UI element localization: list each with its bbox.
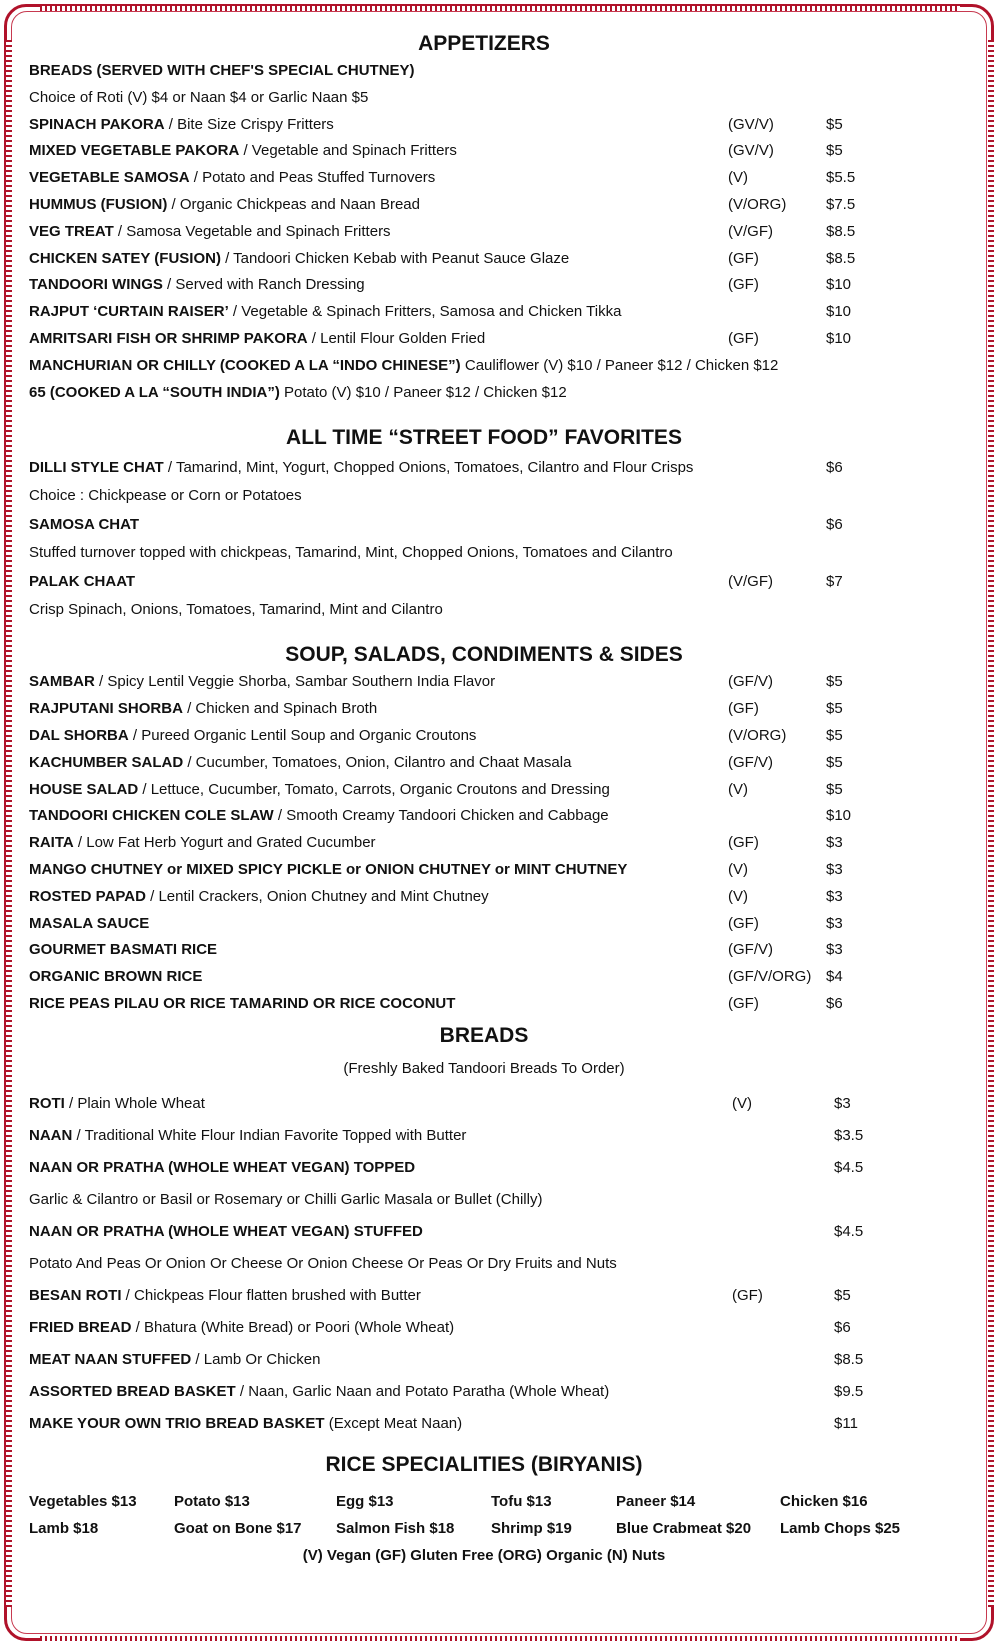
item-name: RAITA <box>29 834 74 852</box>
item-name: VEG TREAT <box>29 222 114 240</box>
item-name: NAAN OR PRATHA (WHOLE WHEAT VEGAN) TOPPED <box>29 1158 416 1176</box>
section-title-street-food: ALL TIME “STREET FOOD” FAVORITES <box>286 426 682 450</box>
item-tag: (GF/V/ORG) <box>728 968 812 986</box>
item-tag: (GV/V) <box>728 115 774 133</box>
item-price: $10 <box>826 276 852 294</box>
item-name: 65 (COOKED A LA “SOUTH INDIA”) <box>29 383 280 401</box>
item-name: MANGO CHUTNEY or MIXED SPICY PICKLE or ONION CHUTNEY or MINT CHUTNEY <box>29 860 628 878</box>
item-name: SAMBAR <box>29 673 95 691</box>
bottom-ornament <box>40 1636 960 1641</box>
menu-item <box>29 1312 969 1344</box>
menu-item <box>29 911 969 938</box>
menu-line <box>29 483 969 509</box>
menu-item <box>29 803 969 830</box>
item-name: RAJPUTANI SHORBA <box>29 700 183 718</box>
item-price: $3 <box>826 941 843 959</box>
item-price: $5 <box>826 700 843 718</box>
item-name: PALAK CHAAT <box>29 573 136 591</box>
item-price: $9.5 <box>834 1382 864 1400</box>
item-price: $3 <box>826 914 843 932</box>
item-name: MIXED VEGETABLE PAKORA <box>29 142 240 160</box>
item-name: RAJPUT ‘CURTAIN RAISER’ <box>29 303 229 321</box>
item-price: $5 <box>826 780 843 798</box>
menu-line <box>29 1184 969 1216</box>
item-tag: (GV/V) <box>728 142 774 160</box>
item-tag: (GF) <box>728 329 759 347</box>
item-price: $5 <box>826 115 843 133</box>
item-tag: (GF/V) <box>728 941 773 959</box>
item-tag: (GF) <box>728 249 759 267</box>
item-price: $10 <box>826 329 852 347</box>
item-tag: (V) <box>732 1094 752 1112</box>
item-name: MAKE YOUR OWN TRIO BREAD BASKET <box>29 1414 325 1432</box>
section-title-soup: SOUP, SALADS, CONDIMENTS & SIDES <box>285 643 683 667</box>
item-price: $8.5 <box>826 249 856 267</box>
item-tag: (V/GF) <box>728 222 773 240</box>
item-tag: (GF) <box>728 914 759 932</box>
item-desc: / Low Fat Herb Yogurt and Grated Cucumber <box>73 834 376 852</box>
item-price: $5 <box>826 142 843 160</box>
menu-line <box>29 540 969 566</box>
item-name: BESAN ROTI <box>29 1286 122 1304</box>
menu-item <box>29 884 969 911</box>
appetizer-list <box>29 112 969 353</box>
menu-item <box>29 964 969 991</box>
item-note: Stuffed turnover topped with chickpeas, Tamarind, Mint, Chopped Onions, Tomatoes and Cilantro <box>29 544 673 562</box>
item-tag: (GF/V) <box>728 753 773 771</box>
item-tag: (V) <box>728 780 748 798</box>
item-name: FRIED BREAD <box>29 1318 132 1336</box>
item-name: CHICKEN SATEY (FUSION) <box>29 249 221 267</box>
item-price: $3 <box>834 1094 851 1112</box>
menu-item <box>29 991 969 1018</box>
item-name: ROSTED PAPAD <box>29 887 146 905</box>
item-price: $8.5 <box>834 1350 864 1368</box>
menu-item <box>29 1376 969 1408</box>
item-tag: (GF) <box>728 276 759 294</box>
biryani-option: Potato $13 <box>174 1492 250 1510</box>
item-name: MEAT NAAN STUFFED <box>29 1350 192 1368</box>
item-price: $10 <box>826 303 852 321</box>
menu-item <box>29 1120 969 1152</box>
item-desc: / Pureed Organic Lentil Soup and Organic Croutons <box>128 726 477 744</box>
item-price: $5 <box>826 726 843 744</box>
item-tag: (GF) <box>728 994 759 1012</box>
item-desc: Potato (V) $10 / Paneer $12 / Chicken $12 <box>279 383 567 401</box>
biryani-option: Egg $13 <box>336 1492 394 1510</box>
item-price: $5 <box>826 753 843 771</box>
menu-item <box>29 723 969 750</box>
item-tag: (V) <box>728 860 748 878</box>
soup-list <box>29 669 969 1017</box>
item-price: $3 <box>826 834 843 852</box>
item-tag: (V/ORG) <box>728 195 787 213</box>
menu-item <box>29 192 969 219</box>
item-name: MASALA SAUCE <box>29 914 150 932</box>
item-desc: / Lamb Or Chicken <box>191 1350 321 1368</box>
item-note: Potato And Peas Or Onion Or Cheese Or Onion Cheese Or Peas Or Dry Fruits and Nuts <box>29 1254 617 1272</box>
item-name: AMRITSARI FISH OR SHRIMP PAKORA <box>29 329 308 347</box>
menu-item <box>29 696 969 723</box>
menu-item <box>29 165 969 192</box>
left-ornament <box>6 40 12 1607</box>
menu-item <box>29 857 969 884</box>
menu-item <box>29 272 969 299</box>
item-name: KACHUMBER SALAD <box>29 753 184 771</box>
item-price: $7 <box>826 573 843 591</box>
item-desc: / Bhatura (White Bread) or Poori (Whole Wheat) <box>131 1318 455 1336</box>
menu-item <box>29 380 969 407</box>
menu-item <box>29 750 969 777</box>
menu-item <box>29 299 969 326</box>
item-price: $10 <box>826 807 852 825</box>
menu-item <box>29 112 969 139</box>
item-name: TANDOORI CHICKEN COLE SLAW <box>29 807 274 825</box>
item-desc: / Chicken and Spinach Broth <box>182 700 378 718</box>
menu-line <box>29 1248 969 1280</box>
biryani-option: Vegetables $13 <box>29 1492 137 1510</box>
item-price: $5 <box>826 673 843 691</box>
item-price: $7.5 <box>826 195 856 213</box>
top-ornament <box>40 6 960 11</box>
item-desc: Cauliflower (V) $10 / Paneer $12 / Chicken $12 <box>460 356 779 374</box>
item-name: RICE PEAS PILAU OR RICE TAMARIND OR RICE COCONUT <box>29 994 456 1012</box>
dietary-legend: (V) Vegan (GF) Gluten Free (ORG) Organic (N) Nuts <box>302 1546 666 1564</box>
item-name: TANDOORI WINGS <box>29 276 163 294</box>
item-name: NAAN OR PRATHA (WHOLE WHEAT VEGAN) STUFFED <box>29 1222 423 1240</box>
menu-item <box>29 669 969 696</box>
item-desc: / Lettuce, Cucumber, Tomato, Carrots, Organic Croutons and Dressing <box>138 780 610 798</box>
item-price: $4.5 <box>834 1158 864 1176</box>
item-desc: / Vegetable and Spinach Fritters <box>239 142 457 160</box>
item-tag: (GF) <box>732 1286 763 1304</box>
item-name: DAL SHORBA <box>29 726 129 744</box>
item-note: Garlic & Cilantro or Basil or Rosemary or Chilli Garlic Masala or Bullet (Chilly) <box>29 1190 543 1208</box>
item-tag: (V) <box>728 887 748 905</box>
item-price: $8.5 <box>826 222 856 240</box>
item-name: SPINACH PAKORA <box>29 115 165 133</box>
biryani-option: Blue Crabmeat $20 <box>616 1519 752 1537</box>
item-tag: (GF) <box>728 834 759 852</box>
item-desc: / Smooth Creamy Tandoori Chicken and Cabbage <box>273 807 609 825</box>
menu-item <box>29 937 969 964</box>
item-tag: (GF) <box>728 700 759 718</box>
menu-item <box>29 353 969 380</box>
item-note: Choice : Chickpease or Corn or Potatoes <box>29 487 302 505</box>
menu-item <box>29 777 969 804</box>
item-tag: (V) <box>728 169 748 187</box>
item-desc: / Organic Chickpeas and Naan Bread <box>167 195 420 213</box>
item-price: $6 <box>826 994 843 1012</box>
item-price: $6 <box>834 1318 851 1336</box>
menu-page <box>29 30 969 1570</box>
menu-item <box>29 566 969 597</box>
menu-item <box>29 452 969 483</box>
item-price: $3.5 <box>834 1126 864 1144</box>
menu-item <box>29 1344 969 1376</box>
item-desc: / Plain Whole Wheat <box>64 1094 205 1112</box>
item-name: GOURMET BASMATI RICE <box>29 941 218 959</box>
item-desc: / Tandoori Chicken Kebab with Peanut Sauce Glaze <box>220 249 570 267</box>
biryani-option: Chicken $16 <box>780 1492 868 1510</box>
section-title-breads: BREADS <box>439 1023 529 1047</box>
item-price: $4 <box>826 968 843 986</box>
menu-item <box>29 1216 969 1248</box>
section-title-rice: RICE SPECIALITIES (BIRYANIS) <box>325 1452 643 1476</box>
item-name: HOUSE SALAD <box>29 780 139 798</box>
menu-item <box>29 246 969 273</box>
biryani-option: Lamb $18 <box>29 1519 99 1537</box>
menu-item <box>29 1280 969 1312</box>
item-name: SAMOSA CHAT <box>29 516 139 534</box>
item-desc: / Lentil Crackers, Onion Chutney and Mint Chutney <box>145 887 489 905</box>
item-name: ORGANIC BROWN RICE <box>29 968 203 986</box>
item-tag: (V/GF) <box>728 573 773 591</box>
item-price: $11 <box>834 1414 858 1432</box>
menu-item <box>29 1152 969 1184</box>
item-desc: / Potato and Peas Stuffed Turnovers <box>189 169 436 187</box>
menu-line <box>29 597 969 623</box>
menu-item <box>29 830 969 857</box>
biryani-option: Paneer $14 <box>616 1492 696 1510</box>
item-name: DILLI STYLE CHAT <box>29 459 164 477</box>
item-name: NAAN <box>29 1126 73 1144</box>
item-name: VEGETABLE SAMOSA <box>29 169 190 187</box>
item-desc: / Chickpeas Flour flatten brushed with Butter <box>121 1286 421 1304</box>
item-note: Crisp Spinach, Onions, Tomatoes, Tamarind, Mint and Cilantro <box>29 601 443 619</box>
menu-item <box>29 326 969 353</box>
biryani-option: Goat on Bone $17 <box>174 1519 302 1537</box>
item-desc: / Bite Size Crispy Fritters <box>164 115 334 133</box>
item-price: $3 <box>826 860 843 878</box>
section-title-appetizers: APPETIZERS <box>418 32 550 55</box>
biryani-option: Tofu $13 <box>491 1492 552 1510</box>
item-note: Choice of Roti (V) $4 or Naan $4 or Garlic Naan $5 <box>29 88 369 106</box>
item-price: $5.5 <box>826 169 856 187</box>
breads-subtitle: (Freshly Baked Tandoori Breads To Order) <box>343 1059 625 1077</box>
menu-item <box>29 509 969 540</box>
item-name: BREADS (SERVED WITH CHEF'S SPECIAL CHUTNEY) <box>29 62 415 79</box>
item-price: $6 <box>826 516 843 534</box>
menu-item <box>29 138 969 165</box>
right-ornament <box>988 40 994 1607</box>
item-desc: / Vegetable & Spinach Fritters, Samosa and Chicken Tikka <box>228 303 622 321</box>
item-desc: / Lentil Flour Golden Fried <box>307 329 486 347</box>
item-desc: / Samosa Vegetable and Spinach Fritters <box>113 222 391 240</box>
item-desc: (Except Meat Naan) <box>324 1414 463 1432</box>
item-name: ASSORTED BREAD BASKET <box>29 1382 236 1400</box>
item-price: $3 <box>826 887 843 905</box>
menu-line <box>29 85 969 112</box>
item-desc: / Spicy Lentil Veggie Shorba, Sambar Southern India Flavor <box>94 673 496 691</box>
item-desc: / Traditional White Flour Indian Favorite Topped with Butter <box>72 1126 467 1144</box>
biryani-grid <box>29 1488 969 1542</box>
item-tag: (V/ORG) <box>728 726 787 744</box>
menu-item <box>29 1408 969 1440</box>
item-desc: / Served with Ranch Dressing <box>162 276 365 294</box>
item-price: $4.5 <box>834 1222 864 1240</box>
item-desc: / Tamarind, Mint, Yogurt, Chopped Onions, Tomatoes, Cilantro and Flour Crisps <box>163 459 694 477</box>
item-tag: (GF/V) <box>728 673 773 691</box>
item-name: MANCHURIAN OR CHILLY (COOKED A LA “INDO CHINESE”) <box>29 356 461 374</box>
menu-line <box>29 58 969 85</box>
item-name: ROTI <box>29 1094 65 1112</box>
biryani-option: Salmon Fish $18 <box>336 1519 455 1537</box>
menu-item <box>29 1088 969 1120</box>
biryani-option: Lamb Chops $25 <box>780 1519 901 1537</box>
menu-item <box>29 219 969 246</box>
biryani-option: Shrimp $19 <box>491 1519 572 1537</box>
item-price: $5 <box>834 1286 851 1304</box>
item-desc: / Naan, Garlic Naan and Potato Paratha (Whole Wheat) <box>235 1382 610 1400</box>
item-desc: / Cucumber, Tomatoes, Onion, Cilantro and Chaat Masala <box>183 753 572 771</box>
item-price: $6 <box>826 459 843 477</box>
item-name: HUMMUS (FUSION) <box>29 195 168 213</box>
